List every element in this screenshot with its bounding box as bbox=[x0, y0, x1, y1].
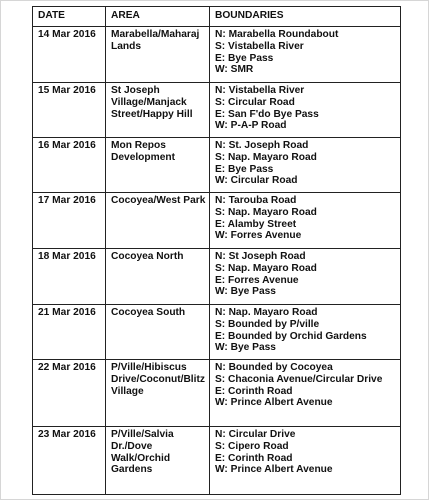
area-line: P/Ville/Hibiscus bbox=[111, 362, 187, 373]
date-cell: 23 Mar 2016 bbox=[33, 427, 106, 495]
area-line: Development bbox=[111, 151, 175, 163]
table-row bbox=[33, 360, 401, 427]
boundary-east: E: Bye Pass bbox=[215, 52, 274, 64]
area-line: St Joseph bbox=[111, 85, 160, 96]
table-row bbox=[33, 83, 401, 138]
boundary-south: S: Bounded by P/ville bbox=[215, 318, 320, 330]
boundary-west: W: SMR bbox=[215, 64, 254, 76]
boundary-south: S: Nap. Mayaro Road bbox=[215, 262, 317, 274]
boundaries-cell bbox=[210, 193, 401, 249]
table-row bbox=[33, 249, 401, 305]
boundary-west: W: P-A-P Road bbox=[215, 120, 287, 132]
area-cell bbox=[106, 249, 210, 305]
date-cell: 16 Mar 2016 bbox=[33, 138, 106, 193]
boundary-east: E: Forres Avenue bbox=[215, 274, 299, 286]
area-line: Lands bbox=[111, 40, 142, 52]
area-line: Street/Happy Hill bbox=[111, 108, 193, 120]
boundary-north: N: Vistabella River bbox=[215, 85, 305, 96]
header-area: AREA bbox=[106, 7, 210, 27]
header-date: DATE bbox=[33, 7, 106, 27]
table-row bbox=[33, 305, 401, 360]
header-row bbox=[33, 7, 401, 27]
date-cell: 22 Mar 2016 bbox=[33, 360, 106, 427]
boundary-west: W: Bye Pass bbox=[215, 342, 276, 354]
area-line: Village/Manjack bbox=[111, 96, 187, 108]
boundaries-cell bbox=[210, 360, 401, 427]
boundary-north: N: Marabella Roundabout bbox=[215, 29, 339, 40]
table-row bbox=[33, 27, 401, 83]
area-line: Cocoyea North bbox=[111, 251, 184, 262]
boundary-north: N: St Joseph Road bbox=[215, 251, 306, 262]
boundary-east: E: Bounded by Orchid Gardens bbox=[215, 330, 367, 342]
area-line: Dr./Dove bbox=[111, 440, 153, 452]
boundary-north: N: Tarouba Road bbox=[215, 195, 297, 206]
boundaries-cell bbox=[210, 427, 401, 495]
area-line: Walk/Orchid bbox=[111, 452, 171, 464]
area-cell bbox=[106, 427, 210, 495]
area-line: Drive/Coconut/Blitz bbox=[111, 373, 205, 385]
area-line: Cocoyea South bbox=[111, 307, 186, 318]
area-line: P/Ville/Salvia bbox=[111, 429, 174, 440]
date-cell: 15 Mar 2016 bbox=[33, 83, 106, 138]
boundary-west: W: Bye Pass bbox=[215, 286, 276, 298]
boundary-north: N: Circular Drive bbox=[215, 429, 296, 440]
date-cell: 18 Mar 2016 bbox=[33, 249, 106, 305]
area-line: Cocoyea/West Park bbox=[111, 195, 206, 206]
area-cell bbox=[106, 27, 210, 83]
area-cell bbox=[106, 138, 210, 193]
boundary-south: S: Vistabella River bbox=[215, 40, 304, 52]
area-line: Village bbox=[111, 385, 144, 397]
schedule-table bbox=[32, 6, 401, 495]
table-row bbox=[33, 138, 401, 193]
boundaries-cell bbox=[210, 249, 401, 305]
boundary-west: W: Prince Albert Avenue bbox=[215, 464, 333, 476]
boundary-west: W: Prince Albert Avenue bbox=[215, 397, 333, 409]
table-row bbox=[33, 427, 401, 495]
boundary-east: E: San F'do Bye Pass bbox=[215, 108, 319, 120]
boundaries-cell bbox=[210, 27, 401, 83]
boundary-south: S: Nap. Mayaro Road bbox=[215, 151, 317, 163]
boundary-east: E: Alamby Street bbox=[215, 218, 297, 230]
boundaries-cell bbox=[210, 305, 401, 360]
area-cell bbox=[106, 305, 210, 360]
boundary-south: S: Circular Road bbox=[215, 96, 295, 108]
date-cell: 14 Mar 2016 bbox=[33, 27, 106, 83]
boundary-west: W: Circular Road bbox=[215, 175, 298, 187]
area-line: Mon Repos bbox=[111, 140, 166, 151]
area-line: Marabella/Maharaj bbox=[111, 29, 200, 40]
boundary-west: W: Forres Avenue bbox=[215, 230, 302, 242]
boundary-north: N: St. Joseph Road bbox=[215, 140, 309, 151]
area-cell bbox=[106, 193, 210, 249]
date-cell: 21 Mar 2016 bbox=[33, 305, 106, 360]
boundaries-cell bbox=[210, 138, 401, 193]
boundary-east: E: Corinth Road bbox=[215, 452, 293, 464]
boundary-south: S: Chaconia Avenue/Circular Drive bbox=[215, 373, 383, 385]
boundary-north: N: Nap. Mayaro Road bbox=[215, 307, 318, 318]
boundary-south: S: Cipero Road bbox=[215, 440, 289, 452]
header-boundaries: BOUNDARIES bbox=[210, 7, 401, 27]
area-line: Gardens bbox=[111, 464, 153, 476]
area-cell bbox=[106, 83, 210, 138]
boundary-north: N: Bounded by Cocoyea bbox=[215, 362, 333, 373]
table-row bbox=[33, 193, 401, 249]
boundary-east: E: Bye Pass bbox=[215, 163, 274, 175]
boundary-east: E: Corinth Road bbox=[215, 385, 293, 397]
date-cell: 17 Mar 2016 bbox=[33, 193, 106, 249]
boundary-south: S: Nap. Mayaro Road bbox=[215, 206, 317, 218]
area-cell bbox=[106, 360, 210, 427]
boundaries-cell bbox=[210, 83, 401, 138]
